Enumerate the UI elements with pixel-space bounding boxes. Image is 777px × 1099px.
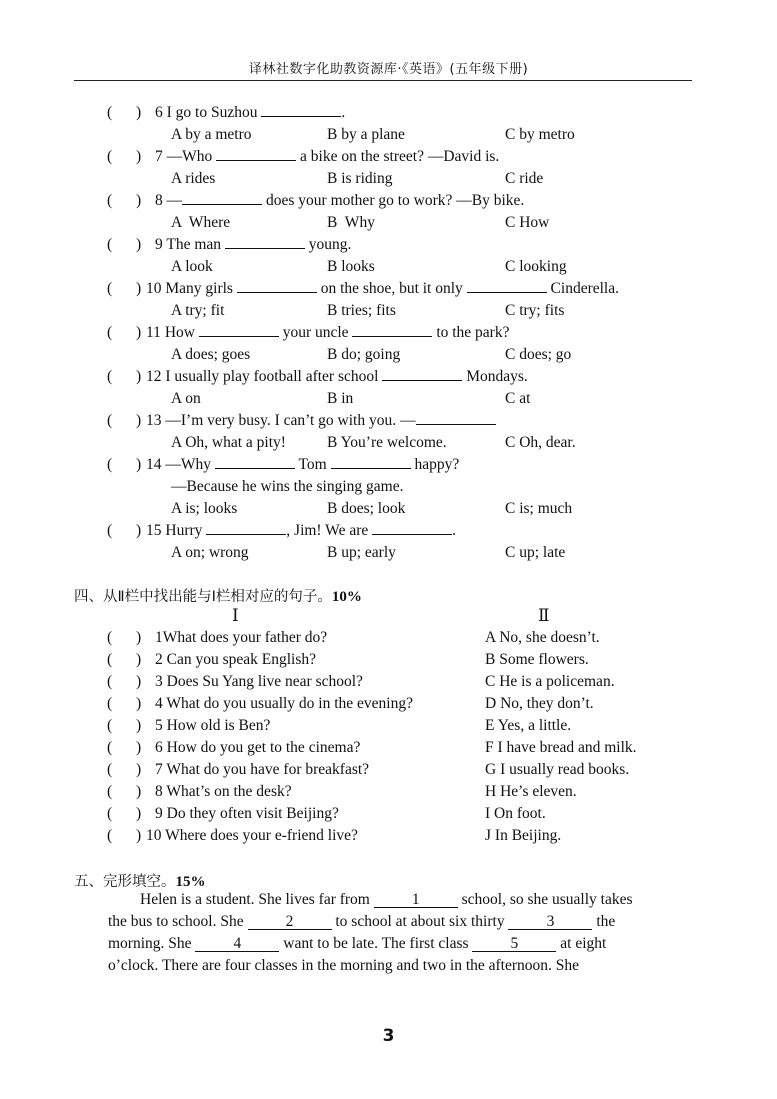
answer-slot[interactable] <box>114 739 134 757</box>
page-number: 3 <box>382 1026 395 1046</box>
match-question: 5 How old is Ben? <box>155 717 271 734</box>
option-b[interactable]: B up; early <box>327 544 396 561</box>
answer-paren-open: ( <box>107 280 113 297</box>
question-stem <box>146 412 496 430</box>
option-c[interactable]: C Oh, dear. <box>505 434 576 451</box>
question-number: 8 <box>155 192 163 209</box>
header-rule <box>74 80 692 81</box>
stem-text: a bike on the street? —David is. <box>296 148 500 165</box>
stem-text: —Who <box>166 148 217 165</box>
question-number: 11 <box>146 324 161 341</box>
stem-text: to the park? <box>432 324 510 341</box>
answer-slot[interactable] <box>114 148 134 166</box>
cloze-blank-1[interactable]: 1 <box>374 893 458 908</box>
answer-paren-open: ( <box>107 412 113 429</box>
answer-slot[interactable] <box>114 368 134 386</box>
stem-text: —Why <box>165 456 215 473</box>
answer-paren-close: ) <box>136 827 142 844</box>
stem-text: Hurry <box>165 522 207 539</box>
answer-paren-close: ) <box>136 368 142 385</box>
section5-heading: 五、完形填空。15% <box>74 874 206 890</box>
stem-text: Many girls <box>165 280 237 297</box>
question-stem <box>155 236 351 254</box>
answer-paren-open: ( <box>107 104 113 121</box>
stem-text: How <box>164 324 199 341</box>
answer-blank[interactable] <box>467 280 547 293</box>
answer-blank[interactable] <box>331 456 411 469</box>
answer-paren-close: ) <box>136 280 142 297</box>
match-answer: I On foot. <box>485 805 546 822</box>
answer-slot[interactable] <box>114 673 134 691</box>
answer-paren-open: ( <box>107 324 113 341</box>
question-number: 9 <box>155 236 163 253</box>
answer-paren-close: ) <box>136 695 142 712</box>
stem-text: young. <box>304 236 352 253</box>
stem-text: Cinderella. <box>546 280 619 297</box>
answer-blank[interactable] <box>416 412 496 425</box>
option-a[interactable]: A on; wrong <box>171 544 249 561</box>
answer-slot[interactable] <box>114 192 134 210</box>
answer-paren-close: ) <box>136 148 142 165</box>
answer-blank[interactable] <box>182 192 262 205</box>
answer-blank[interactable] <box>372 522 452 535</box>
answer-paren-close: ) <box>136 673 142 690</box>
match-question: 3 Does Su Yang live near school? <box>155 673 363 690</box>
stem-text: Tom <box>294 456 331 473</box>
question-number: 15 <box>146 522 162 539</box>
page-header: 译林社数字化助教资源库·《英语》(五年级下册) <box>248 62 529 77</box>
option-b[interactable]: B in <box>327 390 354 407</box>
question-stem <box>155 148 499 166</box>
match-question: 7 What do you have for breakfast? <box>155 761 370 778</box>
option-c[interactable]: C ride <box>505 170 544 187</box>
stem-text: . <box>341 104 346 121</box>
match-question: 9 Do they often visit Beijing? <box>155 805 339 822</box>
answer-paren-open: ( <box>107 827 113 844</box>
answer-paren-open: ( <box>107 629 113 646</box>
answer-blank[interactable] <box>225 236 305 249</box>
answer-slot[interactable] <box>114 629 134 647</box>
stem-text: happy? <box>410 456 460 473</box>
answer-slot[interactable] <box>114 761 134 779</box>
match-answer: C He is a policeman. <box>485 673 615 690</box>
question-number: 7 <box>155 148 163 165</box>
question-stem <box>146 456 459 474</box>
answer-paren-open: ( <box>107 673 113 690</box>
question-number: 10 <box>146 280 162 297</box>
option-b[interactable]: B do; going <box>327 346 401 363</box>
option-a[interactable]: A look <box>171 258 213 275</box>
answer-paren-close: ) <box>136 739 142 756</box>
question-stem <box>146 280 619 298</box>
option-a[interactable]: A does; goes <box>171 346 251 363</box>
answer-blank[interactable] <box>216 148 296 161</box>
question-number: 14 <box>146 456 162 473</box>
cloze-line-3: morning. She 4 want to be late. The first class 5 at eight <box>108 935 607 952</box>
match-question: 4 What do you usually do in the evening? <box>155 695 413 712</box>
answer-blank[interactable] <box>206 522 286 535</box>
option-c[interactable]: C is; much <box>505 500 573 517</box>
stem-text: does your mother go to work? —By bike. <box>262 192 525 209</box>
answer-paren-open: ( <box>107 456 113 473</box>
stem-text: . <box>452 522 456 539</box>
option-c[interactable]: C try; fits <box>505 302 565 319</box>
question-stem <box>146 368 528 386</box>
answer-paren-close: ) <box>136 651 142 668</box>
answer-slot[interactable] <box>114 805 134 823</box>
answer-paren-close: ) <box>136 717 142 734</box>
answer-paren-open: ( <box>107 651 113 668</box>
answer-paren-close: ) <box>136 104 142 121</box>
answer-paren-close: ) <box>136 324 142 341</box>
match-question: 2 Can you speak English? <box>155 651 317 668</box>
answer-paren-open: ( <box>107 783 113 800</box>
match-answer: J In Beijing. <box>485 827 562 844</box>
answer-blank[interactable] <box>352 324 432 337</box>
column-1-heading: Ⅰ <box>232 606 239 625</box>
answer-paren-close: ) <box>136 522 142 539</box>
cloze-blank-3[interactable]: 3 <box>508 915 592 930</box>
option-c[interactable]: C by metro <box>505 126 575 143</box>
answer-paren-close: ) <box>136 456 142 473</box>
match-question: 10 Where does your e-friend live? <box>146 827 358 844</box>
answer-slot[interactable] <box>114 236 134 254</box>
column-2-heading: Ⅱ <box>538 606 550 625</box>
answer-paren-close: ) <box>136 761 142 778</box>
option-b[interactable]: B Why <box>327 214 375 231</box>
answer-paren-open: ( <box>107 192 113 209</box>
answer-blank[interactable] <box>215 456 295 469</box>
match-question: 8 What’s on the desk? <box>155 783 292 800</box>
stem-continuation: —Because he wins the singing game. <box>171 478 404 495</box>
stem-text: on the shoe, but it only <box>316 280 467 297</box>
question-number: 13 <box>146 412 162 429</box>
answer-slot[interactable] <box>114 280 134 298</box>
answer-slot[interactable] <box>114 456 134 474</box>
option-b[interactable]: B does; look <box>327 500 406 517</box>
option-b[interactable]: B by a plane <box>327 126 405 143</box>
stem-text: your uncle <box>278 324 353 341</box>
option-b[interactable]: B You’re welcome. <box>327 434 447 451</box>
answer-paren-open: ( <box>107 522 113 539</box>
option-a[interactable]: A on <box>171 390 201 407</box>
cloze-blank-4[interactable]: 4 <box>195 937 279 952</box>
answer-slot[interactable] <box>114 783 134 801</box>
option-a[interactable]: A is; looks <box>171 500 238 517</box>
question-stem <box>155 104 345 122</box>
match-answer: D No, they don’t. <box>485 695 594 712</box>
answer-slot[interactable] <box>114 695 134 713</box>
answer-slot[interactable] <box>114 104 134 122</box>
answer-slot[interactable] <box>114 324 134 342</box>
answer-slot[interactable] <box>114 522 134 540</box>
option-a[interactable]: A try; fit <box>171 302 225 319</box>
answer-paren-open: ( <box>107 236 113 253</box>
section4-heading: 四、从Ⅱ栏中找出能与Ⅰ栏相对应的句子。10% <box>74 589 362 605</box>
answer-paren-open: ( <box>107 761 113 778</box>
match-answer: E Yes, a little. <box>485 717 572 734</box>
stem-text: I usually play football after school <box>165 368 383 385</box>
answer-paren-open: ( <box>107 368 113 385</box>
option-a[interactable]: A rides <box>171 170 216 187</box>
answer-blank[interactable] <box>199 324 279 337</box>
answer-paren-open: ( <box>107 695 113 712</box>
stem-text: Mondays. <box>462 368 528 385</box>
answer-paren-open: ( <box>107 739 113 756</box>
stem-text: — <box>166 192 183 209</box>
answer-paren-close: ) <box>136 629 142 646</box>
question-stem <box>155 192 524 210</box>
option-b[interactable]: B tries; fits <box>327 302 396 319</box>
answer-blank[interactable] <box>382 368 462 381</box>
match-answer: B Some flowers. <box>485 651 589 668</box>
answer-paren-open: ( <box>107 805 113 822</box>
answer-slot[interactable] <box>114 717 134 735</box>
cloze-line-4: o’clock. There are four classes in the morning and two in the afternoon. She <box>108 957 580 974</box>
answer-blank[interactable] <box>261 104 341 117</box>
question-stem <box>146 522 456 540</box>
answer-slot[interactable] <box>114 827 134 845</box>
answer-paren-open: ( <box>107 148 113 165</box>
answer-paren-close: ) <box>136 236 142 253</box>
match-answer: F I have bread and milk. <box>485 739 637 756</box>
stem-text: The man <box>166 236 225 253</box>
stem-text: I go to Suzhou <box>166 104 262 121</box>
answer-slot[interactable] <box>114 651 134 669</box>
option-c[interactable]: C does; go <box>505 346 572 363</box>
option-a[interactable]: A by a metro <box>171 126 252 143</box>
option-c[interactable]: C looking <box>505 258 567 275</box>
option-c[interactable]: C up; late <box>505 544 566 561</box>
question-number: 6 <box>155 104 163 121</box>
match-answer: A No, she doesn’t. <box>485 629 600 646</box>
cloze-line-2: the bus to school. She 2 to school at about six thirty 3 the <box>108 913 616 930</box>
question-number: 12 <box>146 368 162 385</box>
option-a[interactable]: A Oh, what a pity! <box>171 434 286 451</box>
option-c[interactable]: C at <box>505 390 531 407</box>
question-stem <box>146 324 509 342</box>
match-answer: H He’s eleven. <box>485 783 577 800</box>
answer-slot[interactable] <box>114 412 134 430</box>
match-question: 1What does your father do? <box>155 629 328 646</box>
match-answer: G I usually read books. <box>485 761 630 778</box>
answer-paren-close: ) <box>136 412 142 429</box>
answer-paren-close: ) <box>136 805 142 822</box>
cloze-blank-2[interactable]: 2 <box>248 915 332 930</box>
answer-paren-close: ) <box>136 783 142 800</box>
stem-text: —I’m very busy. I can’t go with you. — <box>165 412 416 429</box>
answer-paren-close: ) <box>136 192 142 209</box>
option-b[interactable]: B is riding <box>327 170 393 187</box>
option-a[interactable]: A Where <box>171 214 231 231</box>
option-b[interactable]: B looks <box>327 258 375 275</box>
cloze-blank-5[interactable]: 5 <box>472 937 556 952</box>
answer-blank[interactable] <box>237 280 317 293</box>
answer-paren-open: ( <box>107 717 113 734</box>
cloze-line-1: Helen is a student. She lives far from 1 school, so she usually takes <box>140 891 633 908</box>
match-question: 6 How do you get to the cinema? <box>155 739 361 756</box>
option-c[interactable]: C How <box>505 214 550 231</box>
stem-text: , Jim! We are <box>286 522 373 539</box>
